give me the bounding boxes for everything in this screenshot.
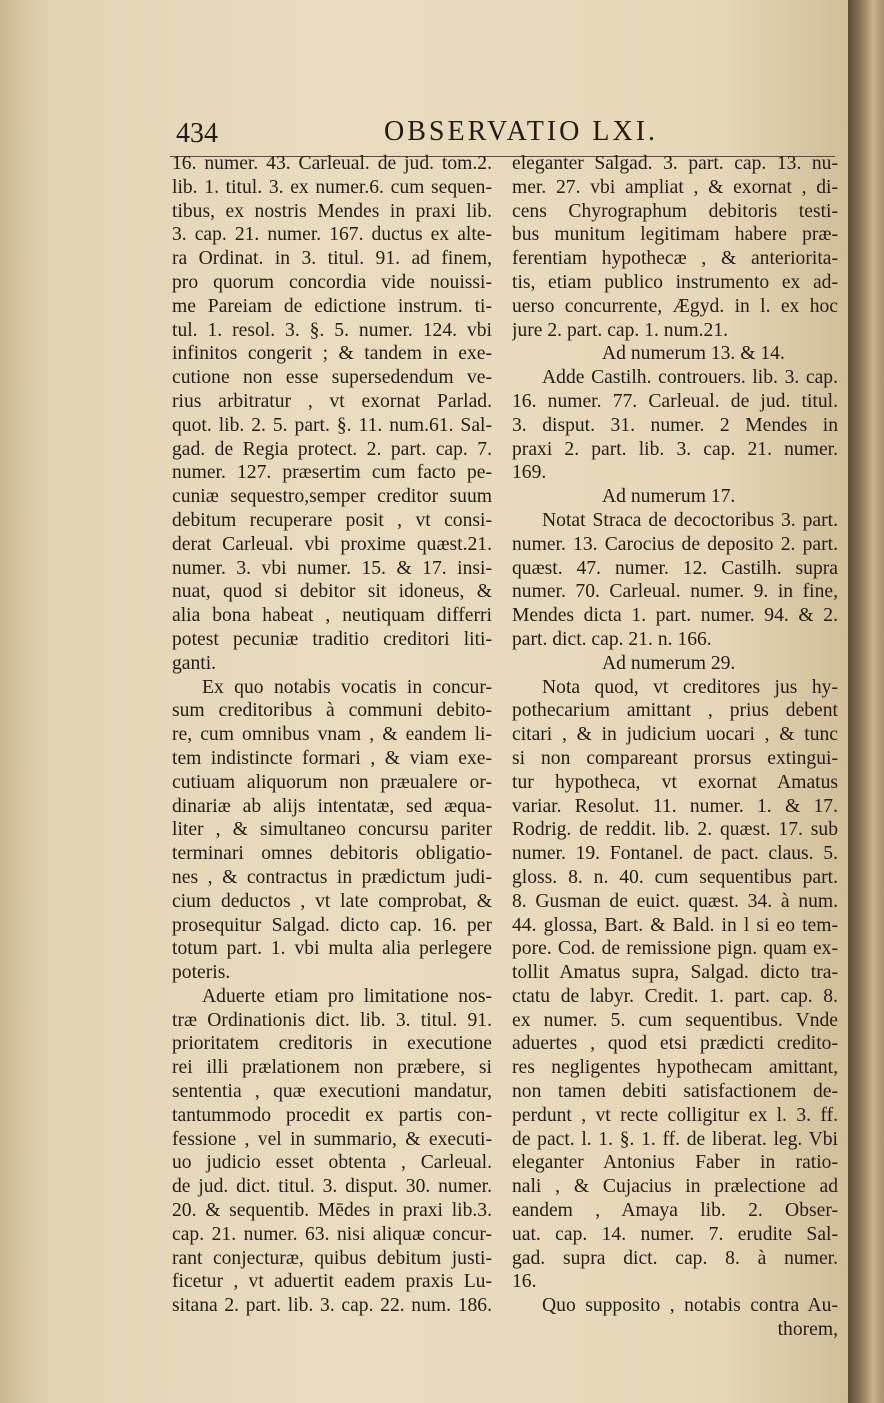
text-line: rei illi prælationem non præbere, si (172, 1057, 492, 1079)
text-line: Nota quod, vt creditores jus hy- (542, 676, 838, 698)
text-line: cuniæ sequestro,semper creditor suum (172, 486, 492, 508)
text-line: quæst. 47. numer. 12. Castilh. supra (512, 557, 838, 579)
text-line: dinariæ ab alijs intentatæ, sed æqua- (172, 795, 492, 817)
text-line: gad. supra dict. cap. 8. à numer. (512, 1247, 838, 1269)
text-line: uerso concurrente, Ægyd. in l. ex hoc (512, 295, 838, 317)
text-line: ferentiam hypothecæ , & anteriorita- (512, 248, 838, 270)
text-line: Ad numerum 17. (602, 486, 736, 508)
text-line: non tamen debiti satisfactionem de- (512, 1081, 838, 1103)
text-line: numer. 127. præsertim cum facto pe- (172, 462, 492, 484)
text-line: quot. lib. 2. 5. part. §. 11. num.61. Sal- (172, 414, 492, 436)
text-line: 3. disput. 31. numer. 2 Mendes in (512, 414, 838, 436)
text-line: ra Ordinat. in 3. titul. 91. ad finem, (172, 248, 492, 270)
text-line: rius arbitratur , vt exornat Parlad. (172, 390, 492, 412)
text-line: Quo supposito , notabis contra Au- (542, 1295, 838, 1317)
text-line: tis, etiam publico instrumento ex ad- (512, 271, 838, 293)
text-line: de pact. l. 1. §. 1. ff. de liberat. leg. Vbi (512, 1128, 838, 1150)
text-line: terminari omnes debitoris obligatio- (172, 843, 492, 865)
text-line: cutione non esse supersedendum ve- (172, 367, 492, 389)
text-line: poteris. (172, 962, 231, 984)
text-line: rant conjecturæ, quibus debitum justi- (172, 1247, 492, 1269)
text-line: 16. numer. 43. Carleual. de jud. tom.2. (172, 153, 492, 174)
text-line: sitana 2. part. lib. 3. cap. 22. num. 186. (172, 1295, 492, 1317)
text-line: prosequitur Salgad. dicto cap. 16. per (172, 914, 492, 936)
text-line: ficetur , vt aduertit eadem praxis Lu- (172, 1271, 492, 1293)
text-line: res negligentes hypothecam amittant, (512, 1057, 838, 1079)
left-column (172, 152, 492, 1318)
text-line: numer. 13. Carocius de deposito 2. part. (512, 533, 838, 555)
text-line: Ex quo notabis vocatis in concur- (202, 676, 492, 698)
text-line: cap. 21. numer. 63. nisi aliquæ concur- (172, 1223, 492, 1245)
text-line: Ad numerum 13. & 14. (602, 343, 785, 365)
text-line: si non compareant prorsus extingui- (512, 747, 838, 769)
text-line: gad. de Regia protect. 2. part. cap. 7. (172, 438, 492, 460)
text-line: thorem, (777, 1319, 838, 1341)
text-line: 169. (512, 462, 547, 484)
text-line: fessione , vel in summario, & executi- (172, 1128, 492, 1150)
text-line: ex numer. 5. cum sequentibus. Vnde (512, 1009, 838, 1031)
text-line: variar. Resolut. 11. numer. 1. & 17. (512, 795, 838, 817)
text-line: part. dict. cap. 21. n. 166. (512, 628, 712, 650)
text-line: derat Carleual. vbi proxime quæst.21. (172, 533, 492, 555)
text-line: bus munitum legitimam habere præ- (512, 224, 838, 246)
text-line: tem indistincte formari , & viam exe- (172, 747, 492, 769)
text-line: 16. numer. 77. Carleual. de jud. titul. (512, 390, 838, 412)
text-line: eandem , Amaya lib. 2. Obser- (512, 1200, 838, 1222)
text-line: liter , & simultaneo concursu pariter (172, 819, 492, 841)
text-line: potest pecuniæ traditio creditori liti- (172, 628, 492, 650)
text-line: infinitos congerit ; & tandem in exe- (172, 343, 492, 365)
text-line: Rodrig. de reddit. lib. 2. quæst. 17. sub (512, 819, 838, 841)
text-line: sum creditoribus à communi debito- (172, 700, 492, 722)
text-line: 20. & sequentib. Mēdes in praxi lib.3. (172, 1200, 492, 1222)
text-line: debitum recuperare posit , vt consi- (172, 509, 492, 531)
text-line: numer. 70. Carleual. numer. 9. in fine, (512, 581, 838, 603)
text-line: perdunt , vt recte colligitur ex l. 3. ff. (512, 1104, 838, 1126)
text-line: pro quorum concordia vide nouissi- (172, 271, 492, 293)
text-line: alia bona habeat , neutiquam differri (172, 605, 492, 627)
book-gutter (848, 0, 884, 1403)
text-line: nes , & contractus in prædictum judi- (172, 866, 492, 888)
running-head: OBSERVATIO LXI. (384, 116, 659, 147)
text-line: praxi 2. part. lib. 3. cap. 21. numer. (512, 438, 838, 460)
text-line: uat. cap. 14. numer. 7. erudite Sal- (512, 1223, 838, 1245)
text-line: Adde Castilh. controuers. lib. 3. cap. (542, 367, 838, 389)
page-header (0, 112, 848, 152)
text-line: Notat Straca de decoctoribus 3. part. (542, 509, 838, 531)
text-line: tibus, ex nostris Mendes in praxi lib. (172, 200, 492, 222)
text-line: ctatu de labyr. Credit. 1. part. cap. 8. (512, 985, 838, 1007)
text-line: tollit Amatus supra, Salgad. dicto tra- (512, 962, 838, 984)
text-line: 16. (512, 1271, 537, 1293)
text-line: nuat, quod si debitor sit idoneus, & (172, 581, 492, 603)
text-line: ganti. (172, 652, 217, 674)
text-line: tul. 1. resol. 3. §. 5. numer. 124. vbi (172, 319, 492, 341)
text-line: re, cum omnibus vnam , & eandem li- (172, 724, 492, 746)
text-line: eleganter Antonius Faber in ratio- (512, 1152, 838, 1174)
text-line: 8. Gusman de euict. quæst. 34. à num. (512, 890, 838, 912)
text-line: numer. 19. Fontanel. de pact. claus. 5. (512, 843, 838, 865)
text-line: træ Ordinationis dict. lib. 3. titul. 91. (172, 1009, 492, 1031)
text-line: pothecarium amittant , prius debent (512, 700, 838, 722)
text-line: uo judicio esset obtenta , Carleual. (172, 1152, 492, 1174)
text-line: de jud. dict. titul. 3. disput. 30. numer. (172, 1176, 492, 1198)
text-line: numer. 3. vbi numer. 15. & 17. insi- (172, 557, 492, 579)
text-line: citari , & in judicium uocari , & tunc (512, 724, 838, 746)
text-line: prioritatem creditoris in executione (172, 1033, 492, 1055)
text-line: Aduerte etiam pro limitatione nos- (202, 985, 492, 1007)
text-line: tantummodo procedit ex partis con- (172, 1104, 492, 1126)
text-line: cens Chyrographum debitoris testi- (512, 200, 838, 222)
text-line: aduertes , quod etsi prædicti credito- (512, 1033, 838, 1055)
text-line: me Pareiam de edictione instrum. ti- (172, 295, 492, 317)
right-column (512, 152, 838, 1342)
text-line: nali , & Cujacius in prælectione ad (512, 1176, 838, 1198)
text-line: 44. glossa, Bart. & Bald. in l si eo tem- (512, 914, 838, 936)
text-line: gloss. 8. n. 40. cum sequentibus part. (512, 866, 838, 888)
text-line: sententia , quæ executioni mandatur, (172, 1081, 492, 1103)
page-number: 434 (176, 118, 218, 149)
text-line: jure 2. part. cap. 1. num.21. (512, 319, 729, 341)
text-line: 3. cap. 21. numer. 167. ductus ex alte- (172, 224, 492, 246)
text-line: mer. 27. vbi ampliat , & exornat , di- (512, 176, 838, 198)
text-line: lib. 1. titul. 3. ex numer.6. cum sequen- (172, 176, 492, 198)
text-line: tur hypotheca, vt exornat Amatus (512, 771, 838, 793)
text-line: cutiuam aliquorum non præualere or- (172, 771, 492, 793)
text-line: totum part. 1. vbi multa alia perlegere (172, 938, 492, 960)
text-line: Mendes dicta 1. part. numer. 94. & 2. (512, 605, 838, 627)
text-line: cium deductos , vt late comprobat, & (172, 890, 492, 912)
text-line: Ad numerum 29. (602, 652, 736, 674)
text-line: eleganter Salgad. 3. part. cap. 13. nu- (512, 153, 838, 174)
text-line: pore. Cod. de remissione pign. quam ex- (512, 938, 838, 960)
